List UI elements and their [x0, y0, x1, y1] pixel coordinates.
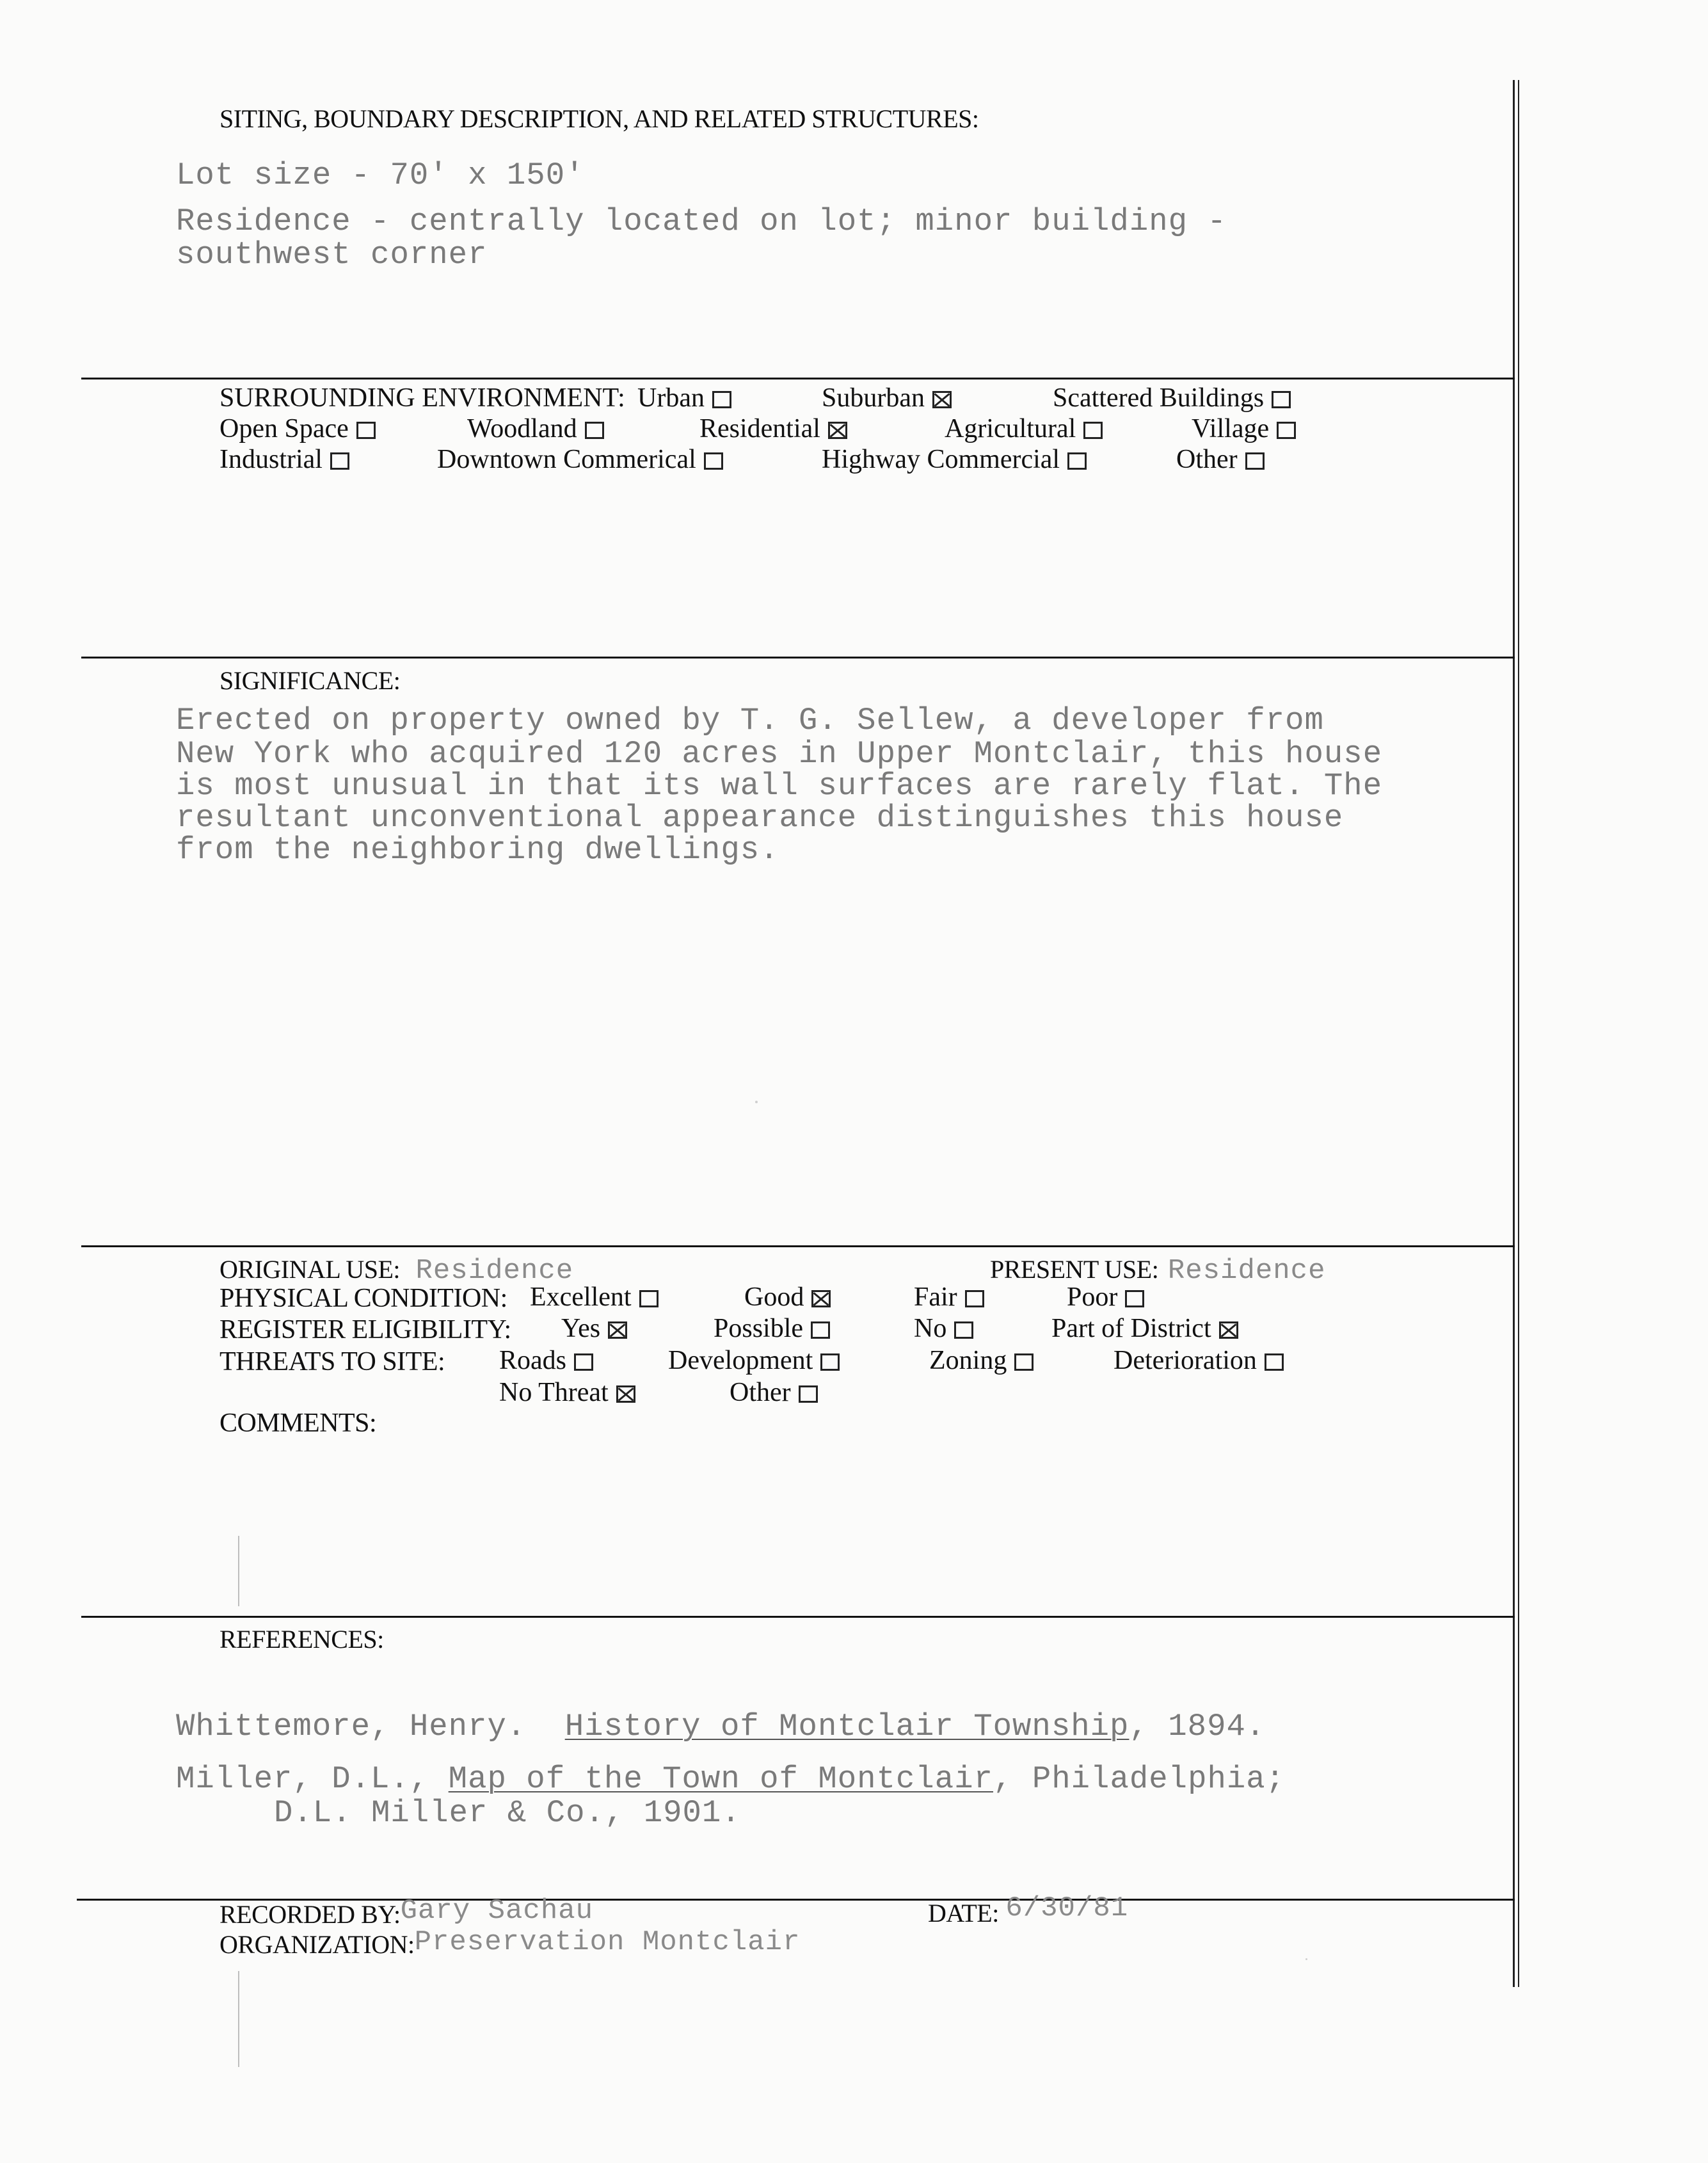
- option-label: No Threat: [499, 1378, 609, 1407]
- option-label: Good: [744, 1282, 804, 1312]
- option-label: Scattered Buildings: [1053, 383, 1265, 413]
- option-highway-commercial[interactable]: [822, 444, 1087, 475]
- option-woodland[interactable]: [467, 413, 604, 444]
- reference-2-title: Map of the Town of Montclair: [448, 1761, 994, 1797]
- surrounding-row-1: [219, 383, 625, 413]
- option-suburban[interactable]: [822, 383, 952, 413]
- checkbox-scattered-buildings[interactable]: [1272, 391, 1291, 408]
- checkbox-agricultural[interactable]: [1083, 422, 1103, 439]
- option-label: Suburban: [822, 383, 925, 413]
- section-divider-4: [81, 1616, 1515, 1618]
- section-divider-1: [81, 378, 1515, 379]
- reference-1: [176, 1709, 1265, 1744]
- option-label: Open Space: [219, 414, 349, 443]
- present-use-value: Residence: [1167, 1255, 1326, 1287]
- surrounding-heading: SURROUNDING ENVIRONMENT:: [219, 383, 625, 413]
- checkbox-industrial[interactable]: [330, 452, 349, 470]
- significance-heading: SIGNIFICANCE:: [219, 666, 401, 695]
- right-border-inner: [1518, 80, 1519, 1987]
- option-fair[interactable]: [914, 1282, 984, 1313]
- option-label: Industrial: [219, 445, 323, 474]
- reference-2-line-2: D.L. Miller & Co., 1901.: [274, 1795, 741, 1831]
- option-label: Yes: [561, 1314, 601, 1343]
- checkbox-village[interactable]: [1277, 422, 1296, 439]
- original-use-row: [219, 1254, 573, 1287]
- section-divider-3: [81, 1245, 1515, 1247]
- scan-mark-left: [238, 1536, 239, 1606]
- register-eligibility-label: REGISTER ELIGIBILITY:: [219, 1315, 511, 1345]
- option-label: Deterioration: [1113, 1346, 1257, 1375]
- option-scattered-buildings[interactable]: [1053, 383, 1291, 413]
- checkbox-residential[interactable]: [828, 422, 847, 439]
- option-label: Other: [1176, 445, 1238, 474]
- comments-label: COMMENTS:: [219, 1409, 377, 1438]
- reference-1-title: History of Montclair Township: [564, 1709, 1129, 1744]
- scan-speck: [1305, 1958, 1307, 1960]
- checkbox-development[interactable]: [820, 1353, 840, 1371]
- option-excellent[interactable]: [530, 1282, 658, 1313]
- option-label: Possible: [714, 1314, 804, 1343]
- siting-heading: SITING, BOUNDARY DESCRIPTION, AND RELATED STRUCTURES:: [219, 104, 979, 133]
- present-use-row: [990, 1254, 1325, 1287]
- option-label: Residential: [699, 414, 820, 443]
- reference-1-rest: , 1894.: [1129, 1709, 1266, 1744]
- option-possible[interactable]: [714, 1313, 830, 1344]
- reference-2-rest: , Philadelphia;: [993, 1761, 1286, 1797]
- option-label: Zoning: [929, 1346, 1007, 1375]
- scan-mark-left-2: [238, 1971, 239, 2067]
- option-label: Development: [668, 1346, 813, 1375]
- option-label: Roads: [499, 1346, 566, 1375]
- option-label: Poor: [1067, 1282, 1118, 1312]
- checkbox-urban[interactable]: [712, 391, 731, 408]
- date-label: DATE:: [928, 1899, 999, 1928]
- option-label: Fair: [914, 1282, 957, 1312]
- option-no-threat[interactable]: [499, 1377, 635, 1408]
- option-label: Urban: [637, 383, 705, 413]
- date-value: 6/30/81: [1005, 1892, 1129, 1924]
- siting-line-3: southwest corner: [176, 237, 488, 273]
- organization-value: Preservation Montclair: [414, 1926, 801, 1958]
- checkbox-part-of-district[interactable]: [1219, 1321, 1238, 1339]
- option-label: Highway Commercial: [822, 445, 1060, 474]
- reference-1-author: Whittemore, Henry.: [176, 1709, 527, 1744]
- organization-label: ORGANIZATION:: [219, 1930, 415, 1959]
- option-zoning[interactable]: [929, 1345, 1034, 1376]
- checkbox-suburban[interactable]: [932, 391, 952, 408]
- original-use-value: Residence: [415, 1255, 574, 1287]
- option-industrial[interactable]: [219, 444, 349, 475]
- option-poor[interactable]: [1067, 1282, 1144, 1313]
- checkbox-excellent[interactable]: [639, 1290, 658, 1307]
- option-other-threat[interactable]: [730, 1377, 818, 1408]
- references-heading: REFERENCES:: [219, 1625, 384, 1654]
- checkbox-no-threat[interactable]: [616, 1385, 635, 1403]
- option-label: Other: [730, 1378, 791, 1407]
- checkbox-zoning[interactable]: [1014, 1353, 1034, 1371]
- option-label: Part of District: [1051, 1314, 1211, 1343]
- checkbox-downtown-commerical[interactable]: [704, 452, 723, 470]
- option-agricultural[interactable]: [945, 413, 1103, 444]
- option-part-of-district[interactable]: [1051, 1313, 1238, 1344]
- option-label: Village: [1192, 414, 1270, 443]
- original-use-label: ORIGINAL USE:: [219, 1255, 400, 1284]
- threats-label: THREATS TO SITE:: [219, 1347, 445, 1377]
- significance-line-5: from the neighboring dwellings.: [176, 832, 779, 868]
- option-label: No: [914, 1314, 947, 1343]
- right-border-outer: [1513, 80, 1515, 1987]
- significance-line-2: New York who acquired 120 acres in Upper Montclair, this house: [176, 736, 1383, 772]
- recorded-by-value: Gary Sachau: [400, 1895, 594, 1927]
- scan-speck: [755, 1101, 758, 1103]
- option-downtown-commerical[interactable]: [437, 444, 723, 475]
- option-other-environment[interactable]: [1176, 444, 1265, 475]
- option-label: Woodland: [467, 414, 577, 443]
- checkbox-deterioration[interactable]: [1265, 1353, 1284, 1371]
- option-village[interactable]: [1192, 413, 1296, 444]
- option-yes[interactable]: [561, 1313, 627, 1344]
- recorded-by-label: RECORDED BY:: [219, 1900, 401, 1929]
- option-good[interactable]: [744, 1282, 831, 1313]
- option-urban[interactable]: [637, 383, 731, 413]
- option-development[interactable]: [668, 1345, 840, 1376]
- reference-2-author: Miller, D.L.,: [176, 1761, 429, 1797]
- checkbox-fair[interactable]: [965, 1290, 984, 1307]
- significance-line-1: Erected on property owned by T. G. Sellew, a developer from: [176, 703, 1324, 738]
- checkbox-no[interactable]: [954, 1321, 973, 1339]
- checkbox-good[interactable]: [811, 1290, 831, 1307]
- checkbox-roads[interactable]: [574, 1353, 593, 1371]
- option-residential[interactable]: [699, 413, 847, 444]
- checkbox-possible[interactable]: [811, 1321, 830, 1339]
- physical-condition-label: PHYSICAL CONDITION:: [219, 1284, 507, 1313]
- checkbox-yes[interactable]: [608, 1321, 627, 1339]
- siting-line-2: Residence - centrally located on lot; minor building -: [176, 204, 1227, 239]
- date-row: [928, 1892, 1129, 1931]
- checkbox-woodland[interactable]: [585, 422, 604, 439]
- reference-2: [176, 1761, 1285, 1797]
- significance-line-4: resultant unconventional appearance distinguishes this house: [176, 800, 1344, 836]
- organization-row: [219, 1926, 801, 1962]
- siting-line-1: Lot size - 70' x 150': [176, 157, 585, 193]
- option-label: Downtown Commerical: [437, 445, 696, 474]
- checkbox-other-environment[interactable]: [1245, 452, 1265, 470]
- option-no[interactable]: [914, 1313, 973, 1344]
- checkbox-highway-commercial[interactable]: [1067, 452, 1087, 470]
- present-use-label: PRESENT USE:: [990, 1255, 1159, 1284]
- checkbox-other-threat[interactable]: [799, 1385, 818, 1403]
- option-deterioration[interactable]: [1113, 1345, 1284, 1376]
- option-label: Agricultural: [945, 414, 1076, 443]
- option-label: Excellent: [530, 1282, 632, 1312]
- section-divider-2: [81, 657, 1515, 658]
- option-open-space[interactable]: [219, 413, 376, 444]
- checkbox-open-space[interactable]: [356, 422, 376, 439]
- checkbox-poor[interactable]: [1125, 1290, 1144, 1307]
- option-roads[interactable]: [499, 1345, 593, 1376]
- significance-line-3: is most unusual in that its wall surfaces are rarely flat. The: [176, 768, 1383, 804]
